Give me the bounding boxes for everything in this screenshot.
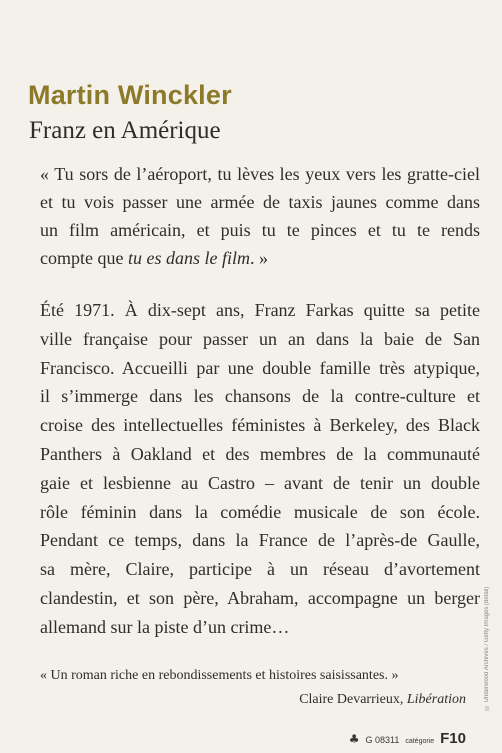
summary-line: Panthers à Oakland et des membres de la communauté	[40, 443, 480, 464]
category-value: F10	[440, 730, 466, 747]
category-label: catégorie	[405, 738, 435, 745]
summary-line: sa mère, Claire, participe à un réseau d’avortement	[40, 559, 480, 580]
summary-paragraph	[40, 296, 480, 642]
press-review-quote: « Un roman riche en rebondissements et histoires saisissantes. »	[40, 668, 399, 683]
summary-line: il s’immerge dans les chansons de la contre-culture et	[40, 386, 480, 407]
summary-line: ville française pour passer un an dans la baie de San	[40, 328, 480, 349]
catalog-footer	[349, 730, 466, 747]
excerpt-quote	[40, 160, 480, 272]
quote-last-prefix: compte que	[40, 248, 128, 268]
quote-line: et tu vois passer une armée de taxis jaunes comme dans	[40, 192, 480, 212]
quote-line: un film américain, et puis tu te pinces et tu te rends	[40, 220, 480, 240]
summary-line: rôle féminin dans la comédie musicale de son école.	[40, 501, 480, 522]
author-name: Martin Winckler	[28, 80, 232, 110]
summary-line: Pendant ce temps, dans la France de l’après-de Gaulle,	[40, 530, 480, 551]
summary-line: croise des intellectuelles féministes à Berkeley, des Black	[40, 415, 480, 436]
quote-line-last	[40, 244, 480, 272]
publication-name: Libération	[406, 692, 466, 707]
publisher-logo-icon: ♣	[348, 732, 360, 746]
summary-line: gaie et lesbienne au Castro – avant de tenir un double	[40, 472, 480, 493]
catalog-code: G 08311	[365, 735, 400, 745]
quote-emphasis: tu es dans le film	[127, 248, 250, 268]
critic-name: Claire Devarrieux,	[299, 692, 407, 707]
summary-line: Francisco. Accueilli par une double famille très atypique,	[40, 357, 480, 378]
quote-line: « Tu sors de l’aéroport, tu lèves les yeux vers les gratte-ciel	[40, 164, 480, 184]
book-title: Franz en Amérique	[29, 117, 221, 144]
quote-last-suffix: . »	[249, 248, 268, 268]
summary-line: Été 1971. À dix-sept ans, Franz Farkas quitte sa petite	[40, 300, 480, 320]
press-review-source	[299, 692, 466, 708]
summary-line: allemand sur la piste d’un crime…	[40, 616, 290, 637]
summary-line: clandestin, et son père, Abraham, accompagne un berger	[40, 587, 480, 608]
photo-credit: © Underwood Archives / Getty Images (détail)	[484, 586, 490, 710]
